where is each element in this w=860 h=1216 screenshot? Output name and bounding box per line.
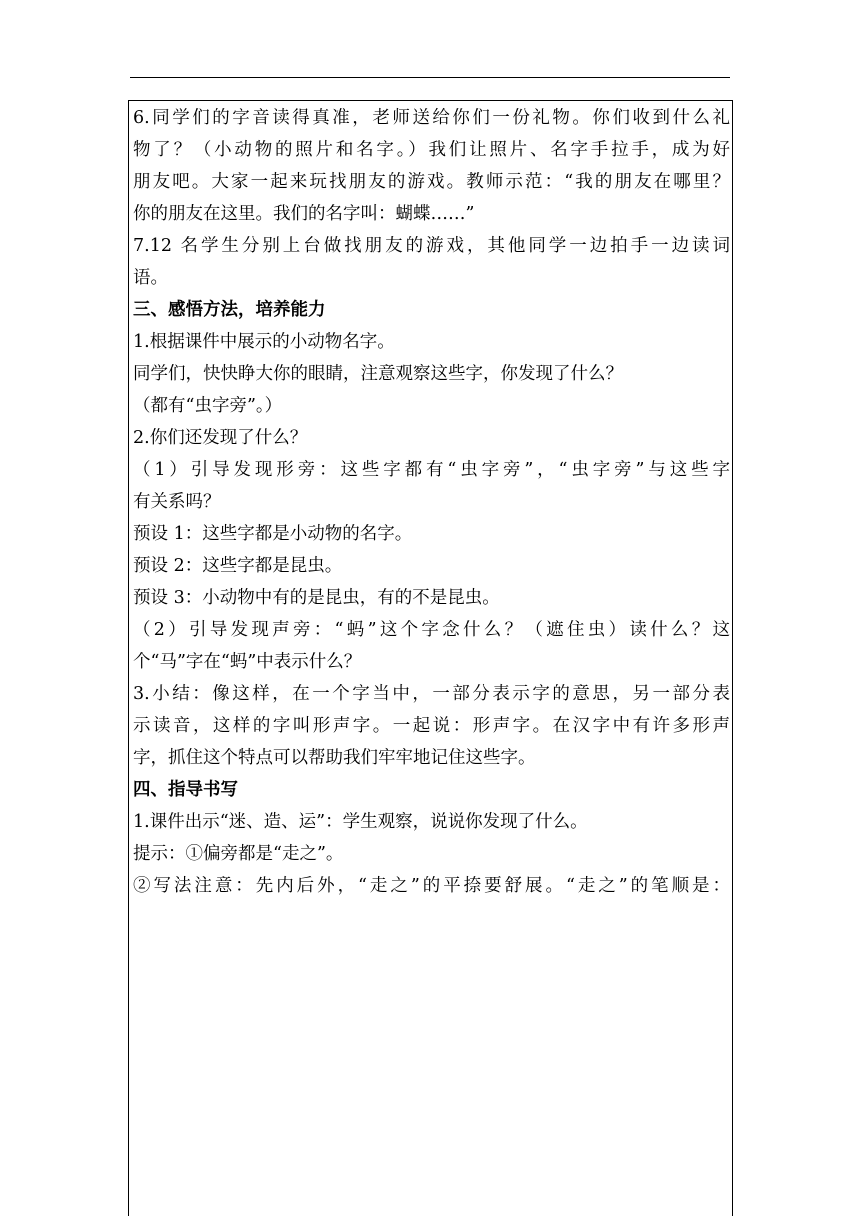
text-line: （1）引导发现形旁：这些字都有“虫字旁”，“虫字旁”与这些字 <box>133 460 730 480</box>
text-line: 语。 <box>133 268 168 288</box>
text-line: 6.同学们的字音读得真准，老师送给你们一份礼物。你们收到什么礼 <box>133 108 730 128</box>
text-line: 提示：①偏旁都是“走之”。 <box>133 844 344 864</box>
text-line: 示读音，这样的字叫形声字。一起说：形声字。在汉字中有许多形声 <box>133 716 730 736</box>
text-line: 朋友吧。大家一起来玩找朋友的游戏。教师示范：“我的朋友在哪里？ <box>133 172 730 192</box>
text-line: 3.小结：像这样，在一个字当中，一部分表示字的意思，另一部分表 <box>133 684 730 704</box>
text-line: 你的朋友在这里。我们的名字叫：蝴蝶……” <box>133 204 475 224</box>
lesson-text-body <box>129 101 732 902</box>
text-line: 个“马”字在“蚂”中表示什么？ <box>133 652 362 672</box>
section-heading: 四、指导书写 <box>133 780 238 800</box>
text-line: 物了？（小动物的照片和名字。）我们让照片、名字手拉手，成为好 <box>133 140 730 160</box>
text-line: 1.根据课件中展示的小动物名字。 <box>133 332 395 352</box>
text-line: 同学们，快快睁大你的眼睛，注意观察这些字，你发现了什么？ <box>133 364 623 384</box>
lesson-table-cell <box>128 100 733 1216</box>
text-line: 有关系吗？ <box>133 492 221 512</box>
header-rule <box>130 77 730 78</box>
text-line: 7.12 名学生分别上台做找朋友的游戏，其他同学一边拍手一边读词 <box>133 236 730 256</box>
text-line: （2）引导发现声旁：“蚂”这个字念什么？（遮住虫）读什么？这 <box>133 620 730 640</box>
text-line: ②写法注意：先内后外，“走之”的平捺要舒展。“走之”的笔顺是： <box>133 876 730 896</box>
text-line: 2.你们还发现了什么？ <box>133 428 308 448</box>
text-line: 预设 2：这些字都是昆虫。 <box>133 556 343 576</box>
text-line: （都有“虫字旁”。） <box>133 396 283 416</box>
text-line: 预设 3：小动物中有的是昆虫，有的不是昆虫。 <box>133 588 500 608</box>
text-line: 1.课件出示“迷、造、运”：学生观察，说说你发现了什么。 <box>133 812 588 832</box>
text-line: 预设 1：这些字都是小动物的名字。 <box>133 524 413 544</box>
section-heading: 三、感悟方法，培养能力 <box>133 300 326 320</box>
text-line: 字，抓住这个特点可以帮助我们牢牢地记住这些字。 <box>133 748 536 768</box>
